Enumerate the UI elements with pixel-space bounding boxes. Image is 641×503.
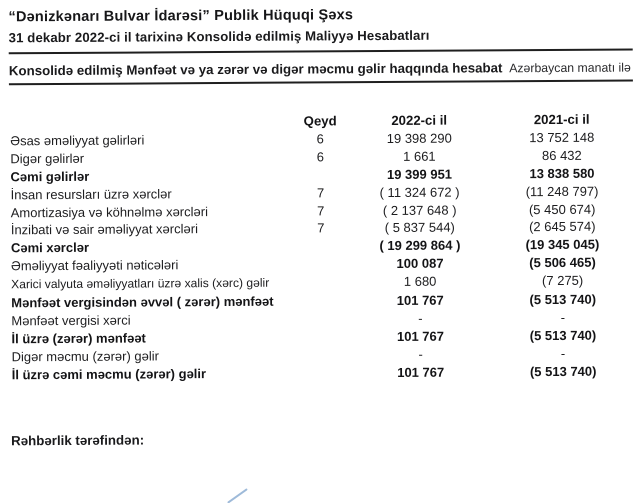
row-value-2022: 1 661 <box>403 148 436 164</box>
row-value-2021: 13 838 580 <box>529 165 595 181</box>
row-value-2021: 13 752 148 <box>529 129 595 146</box>
row-value-2021: - <box>560 345 566 361</box>
row-label: İnsan resursları üzrə xərclər <box>10 185 172 202</box>
row-value-2021: - <box>560 309 566 325</box>
statement-header <box>9 50 633 83</box>
row-value-2021: 86 432 <box>541 147 582 163</box>
row-value-2021: (5 506 465) <box>529 254 596 271</box>
table-row-total-comprehensive-income <box>11 362 636 384</box>
currency-note: Azərbaycan manatı ilə <box>509 60 631 76</box>
row-value-2022: 19 398 290 <box>386 130 452 146</box>
row-value-2022: - <box>418 310 423 326</box>
column-header-2022: 2022-ci il <box>391 112 448 128</box>
financial-table <box>9 110 636 383</box>
row-label: Cəmi xərclər <box>10 240 90 256</box>
row-value-2022: ( 19 299 864 ) <box>379 237 461 254</box>
row-label: Digər gəlirlər <box>10 150 85 167</box>
row-label: Digər məcmu (zərər) gəlir <box>11 348 160 365</box>
row-value-2021: (2 645 574) <box>529 219 596 235</box>
row-value-2022: 101 767 <box>396 292 444 309</box>
statement-title: Konsolidə edilmiş Mənfəət və ya zərər və digər məcmu gəlir haqqında hesabat <box>8 60 503 79</box>
row-value-2022: ( 11 324 672 ) <box>379 184 460 200</box>
row-value-2021: (5 450 674) <box>528 201 596 217</box>
row-note: 7 <box>317 220 325 236</box>
row-value-2022: 19 399 951 <box>386 166 453 182</box>
row-value-2021: (7 275) <box>541 272 584 289</box>
row-value-2022: 101 767 <box>396 328 445 344</box>
row-value-2021: (5 513 740) <box>529 291 597 308</box>
row-note: 7 <box>317 202 325 218</box>
row-note: 6 <box>316 149 325 165</box>
row-label: Cəmi gəlirlər <box>10 168 90 185</box>
row-label: Mənfəət vergisindən əvvəl ( zərər) mənfəət <box>11 293 274 311</box>
column-header-empty <box>9 126 291 128</box>
row-label: İl üzrə cəmi məcmu (zərər) gəlir <box>11 365 207 382</box>
row-label: Əməliyyat fəaliyyəti nəticələri <box>10 257 179 274</box>
row-label: İnzibati və sair əməliyyat xərcləri <box>10 221 198 238</box>
row-value-2022: ( 2 137 648 ) <box>382 202 457 218</box>
row-value-2022: ( 5 837 544) <box>384 220 455 236</box>
row-label: Xarici valyuta əməliyyatları üzrə xalis (xərc) gəlir <box>11 275 270 292</box>
row-value-2021: (11 248 797) <box>525 183 599 199</box>
row-label: Mənfəət vergisi xərci <box>11 312 131 329</box>
row-value-2021: (5 513 740) <box>529 363 597 379</box>
row-value-2022: 101 767 <box>397 364 445 380</box>
page-subtitle: 31 dekabr 2022-ci il tarixinə Konsolidə edilmiş Maliyyə Hesabatları <box>8 27 430 46</box>
row-note: 6 <box>316 131 324 147</box>
row-label: Amortizasiya və köhnəlmə xərcləri <box>10 203 208 220</box>
row-value-2021: (19 345 045) <box>525 237 600 253</box>
row-value-2021: (5 513 740) <box>529 327 597 344</box>
management-signature-label: Rəhbərlik tərəfindən: <box>11 432 145 448</box>
row-value-2022: 1 680 <box>403 273 437 290</box>
row-note: 7 <box>316 185 325 201</box>
page-title: “Dənizkənarı Bulvar İdarəsi” Publik Hüquqi Şəxs <box>8 7 354 26</box>
signature-pen-stroke <box>227 488 248 503</box>
column-header-2021: 2021-ci il <box>533 111 590 128</box>
row-label: Əsas əməliyyat gəlirləri <box>10 132 145 149</box>
row-label: İl üzrə (zərər) mənfəət <box>11 330 146 347</box>
row-value-2022: 100 087 <box>396 255 444 272</box>
row-value-2022: - <box>418 346 423 362</box>
column-header-note: Qeyd <box>303 113 337 129</box>
